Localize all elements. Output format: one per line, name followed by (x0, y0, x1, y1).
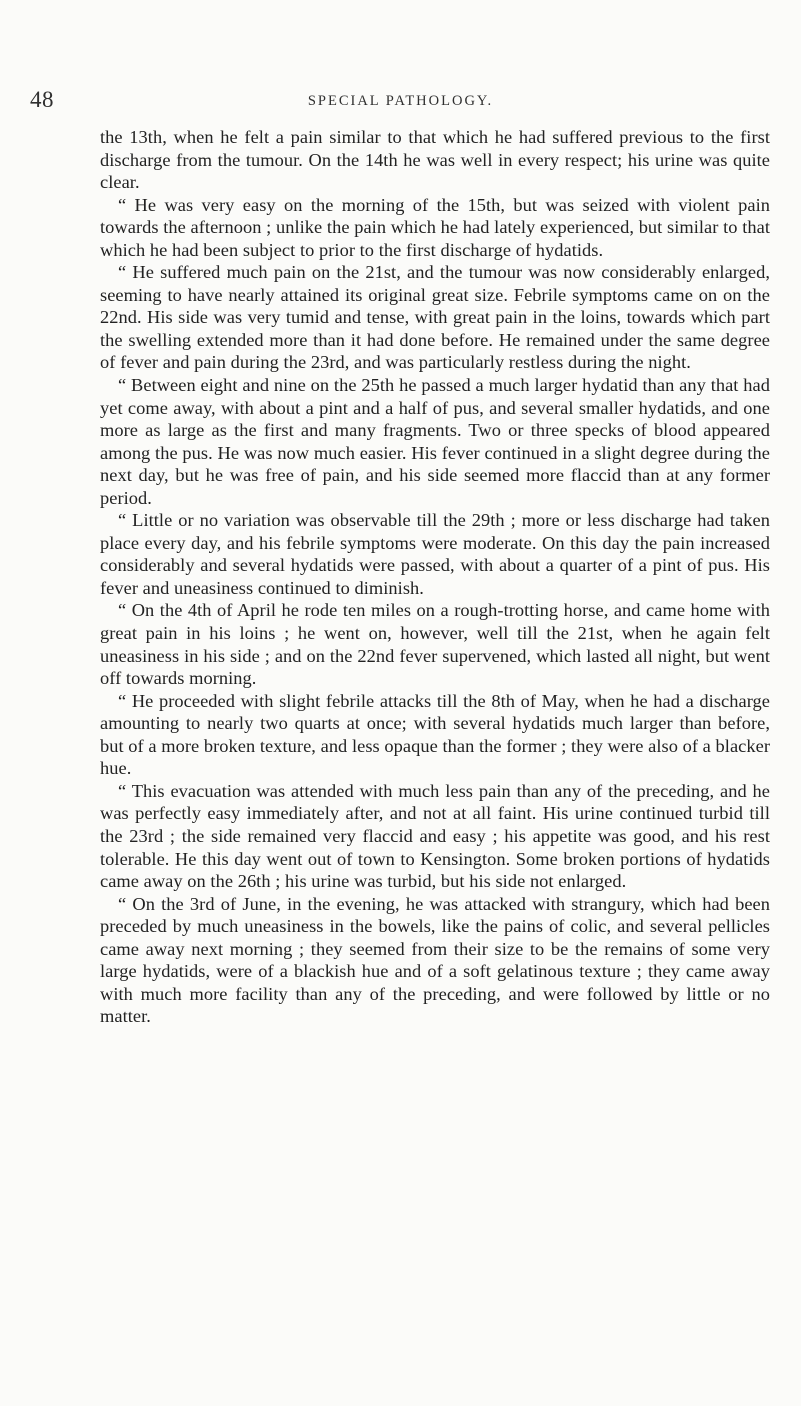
paragraph: “ This evacuation was attended with much less pain than any of the preceding, and he was perfectly easy immediately after, and not at all faint. His urine continued turbid till the 23rd ; the side remained very flaccid and easy ; his appetite was good, and his rest tolerable. He this day went out of town to Kensington. Some broken portions of hydatids came away on the 26th ; his urine was turbid, but his side not enlarged. (100, 780, 770, 892)
paragraph: “ Between eight and nine on the 25th he passed a much larger hydatid than any that had yet come away, with about a pint and a half of pus, and several smaller hydatids, and one more as large as the first and many fragments. Two or three specks of blood appeared among the pus. He was now much easier. His fever continued in a slight degree during the next day, but he was free of pain, and his side seemed more flaccid than at any former period. (100, 375, 770, 508)
body-text (100, 126, 770, 1386)
running-head: SPECIAL PATHOLOGY. (307, 93, 494, 109)
page-number: 48 (30, 87, 54, 112)
paragraph: the 13th, when he felt a pain similar to that which he had suffered previous to the first discharge from the tumour. On the 14th he was well in every respect; his urine was quite clear. (100, 127, 770, 193)
paragraph: “ Little or no variation was observable till the 29th ; more or less discharge had taken place every day, and his febrile symptoms were moderate. On this day the pain increased considerably and several hydatids were passed, with about a quarter of a pint of pus. His fever and uneasiness continued to diminish. (100, 510, 770, 598)
paragraph: “ On the 3rd of June, in the evening, he was attacked with strangury, which had been preceded by much uneasiness in the bowels, like the pains of colic, and several pellicles came away next morning ; they seemed from their size to be the remains of some very large hydatids, were of a blackish hue and of a soft gelatinous texture ; they came away with much more facility than any of the preceding, and were followed by little or no matter. (100, 893, 770, 1027)
paragraph: “ On the 4th of April he rode ten miles on a rough-trotting horse, and came home with great pain in his loins ; he went on, however, well till the 21st, when he again felt uneasiness in his side ; and on the 22nd fever supervened, which lasted all night, but went off towards morning. (100, 600, 770, 689)
paragraph: “ He proceeded with slight febrile attacks till the 8th of May, when he had a discharge amounting to nearly two quarts at once; with several hydatids much larger than before, but of a more broken texture, and less opaque than the former ; they were also of a blacker hue. (100, 690, 770, 779)
paragraph: “ He suffered much pain on the 21st, and the tumour was now considerably enlarged, seeming to have nearly attained its original great size. Febrile symptoms came on on the 22nd. His side was very tumid and tense, with great pain in the loins, towards which part the swelling extended more than it had done before. He remained under the same degree of fever and pain during the 23rd, and was particularly restless during the night. (100, 262, 770, 373)
paragraph: “ He was very easy on the morning of the 15th, but was seized with violent pain towards the afternoon ; unlike the pain which he had lately experienced, but similar to that which he had been subject to prior to the first discharge of hydatids. (100, 194, 770, 260)
